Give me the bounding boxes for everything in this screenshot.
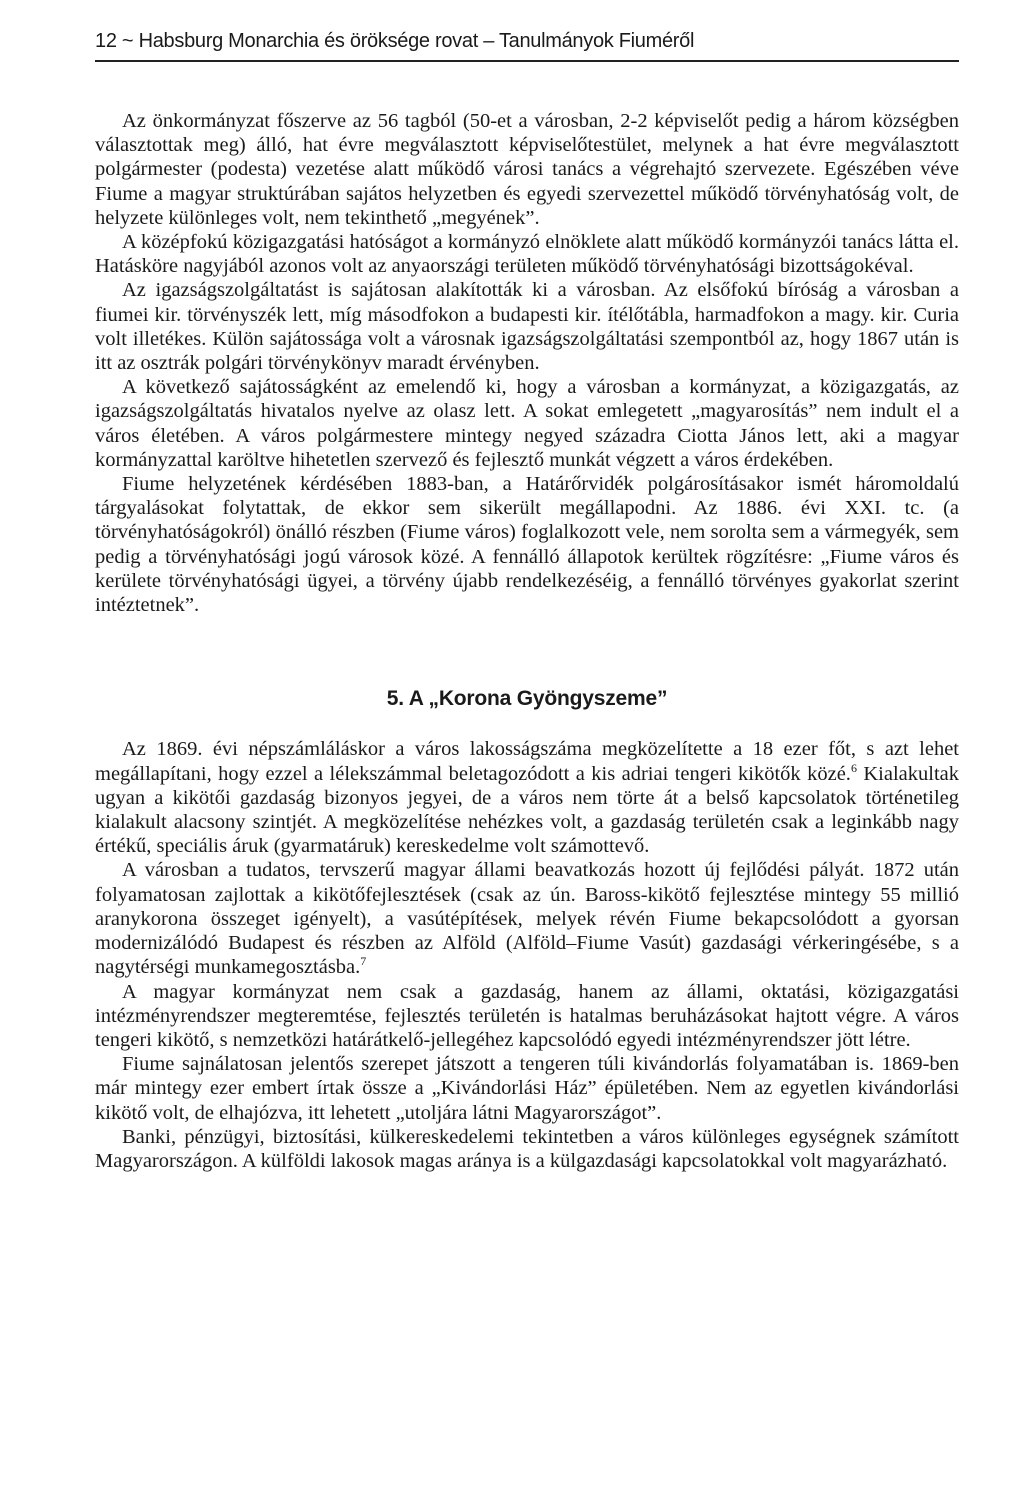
paragraph: Banki, pénzügyi, biztosítási, külkereskedelemi tekintetben a város különleges egységnek számított Magyarországon. A külföldi lakosok magas aránya is a külgazdasági kapcsolatokkal volt magyarázható.: [95, 1125, 959, 1172]
header-separator: ~: [121, 30, 134, 52]
page: [95, 28, 959, 1173]
paragraph-text: Kialakultak ugyan a kikötői gazdaság bizonyos jegyei, de a város nem törte át a belső kapcsolatok történetileg kialakult alacsony szintjét. A megközelítése nehézkes volt, a gazdaság területén csak a leginkább nagy értékű, speciális áruk (gyarmatáruk) kereskedelme volt számottevő.: [95, 762, 959, 858]
running-header: [95, 28, 959, 62]
paragraph: Fiume sajnálatosan jelentős szerepet játszott a tengeren túli kivándorlás folyamatában is. 1869-ben már mintegy ezer embert írtak össze a „Kivándorlási Ház” épületében. Nem az egyetlen kivándorlási kikötő volt, de elhajózva, itt lehetett „utoljára látni Magyarországot”.: [95, 1053, 959, 1124]
paragraph: [95, 858, 959, 979]
paragraph: Az önkormányzat főszerve az 56 tagból (50-et a városban, 2-2 képviselőt pedig a három községben választottak meg) álló, hat évre megválasztott képviselőtestület, melynek a hat évre megválasztott polgármester (podesta) vezetése alatt működő városi tanács a végrehajtó szervezete. Egészében véve Fiume a magyar struktúrában sajátos helyzetben és egyedi szervezettel működő törvényhatóság volt, de helyzete különleges volt, nem tekinthető „megyének”.: [95, 110, 959, 229]
body-text: [95, 109, 959, 1173]
footnote-ref: 6: [850, 760, 857, 775]
footnote-ref: 7: [360, 954, 367, 969]
paragraph: Az igazságszolgáltatást is sajátosan alakították ki a városban. Az elsőfokú bíróság a városban a fiumei kir. törvényszék lett, míg másodfokon a budapesti kir. ítélőtábla, harmadfokon a magy. kir. Curia volt illetékes. Külön sajátossága volt a városnak igazságszolgáltatási szempontból az, hogy 1867 után is itt az osztrák polgári törvénykönyv maradt érvényben.: [95, 279, 959, 375]
paragraph: A magyar kormányzat nem csak a gazdaság, hanem az állami, oktatási, közigazgatási intézményrendszer megteremtése, fejlesztés területén is hatalmas beruházásokat hajtott végre. A város tengeri kikötő, s nemzetközi határátkelő-jellegéhez kapcsolódó egyedi intézményrendszer jött létre.: [95, 980, 959, 1051]
paragraph: A középfokú közigazgatási hatóságot a kormányzó elnöklete alatt működő kormányzói tanács látta el. Hatásköre nagyjából azonos volt az anyaországi területen működő törvényhatósági bizottságokéval.: [95, 231, 959, 278]
section-heading: 5. A „Korona Gyöngyszeme”: [386, 687, 668, 711]
paragraph: A következő sajátosságként az emelendő ki, hogy a városban a kormányzat, a közigazgatás, az igazságszolgáltatás hivatalos nyelve az olasz lett. A sokat emlegetett „magyarosítás” nem indult el a város életében. A város polgármestere mintegy negyed századra Ciotta János lett, aki a magyar kormányzattal karöltve hihetetlen szervező és fejlesztő munkát végzett a város érdekében.: [95, 376, 959, 471]
paragraph: Fiume helyzetének kérdésében 1883-ban, a Határőrvidék polgárosításakor ismét háromoldalú tárgyalásokat folytattak, de ekkor sem sikerült megállapodni. Az 1886. évi XXI. tc. (a törvényhatóságokról) önálló részben (Fiume város) foglalkozott vele, nem sorolta sem a vármegyék, sem pedig a törvényhatósági jogú városok közé. A fennálló állapotok kerültek rögzítésre: „Fiume város és kerülete törvényhatósági ügyei, a törvény újabb rendelkezéséig, a fennálló törvényes gyakorlat szerint intéztetnek”.: [95, 473, 959, 617]
page-number: 12: [95, 30, 117, 52]
paragraph-text: A városban a tudatos, tervszerű magyar állami beavatkozás hozott új fejlődési pályát. 1872 után folyamatosan zajlottak a kikötőfejlesztések (csak az ún. Baross-kikötő fejlesztése mintegy 55 millió aranykorona összeget igényelt), a vasútépítések, melyek révén Fiume bekapcsolódott a gyorsan modernizálódó Budapest és részben az Alföld (Alföld–Fiume Vasút) gazdasági vérkeringésébe, s a nagytérségi munkamegosztásba.: [95, 859, 959, 979]
paragraph: [95, 737, 959, 858]
paragraph-text: Az 1869. évi népszámláláskor a város lakosságszáma megközelítette a 18 ezer főt, s azt lehet megállapítani, hogy ezzel a lélekszámmal beletagozódott a kis adriai tengeri kikötők közé.: [95, 738, 959, 785]
running-title: Habsburg Monarchia és öröksége rovat – Tanulmányok Fiuméről: [138, 30, 695, 52]
